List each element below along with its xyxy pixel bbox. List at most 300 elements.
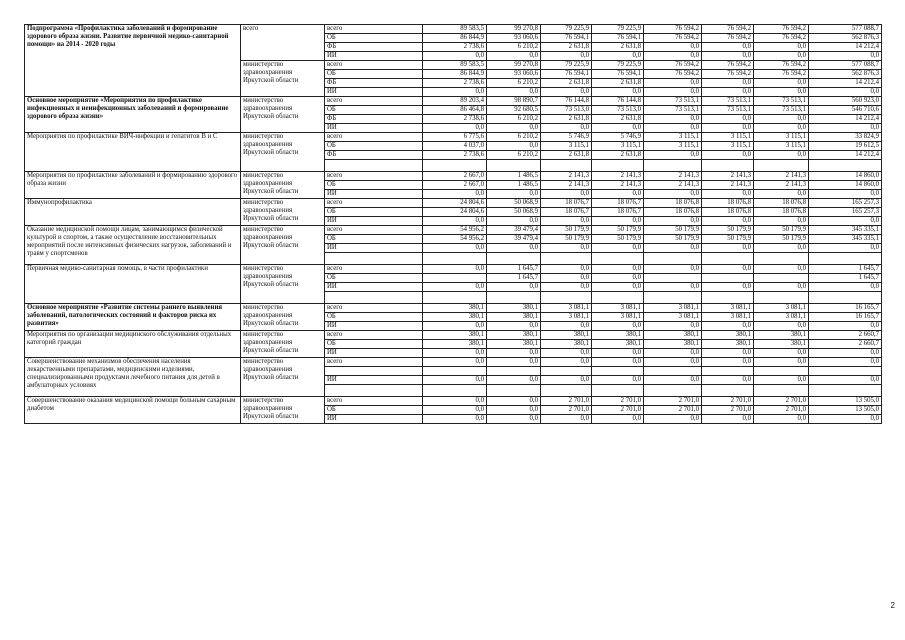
- year-value-cell: [592, 367, 644, 376]
- budget-table: [24, 24, 882, 424]
- total-value-cell: [809, 253, 882, 265]
- funding-source: всего: [325, 226, 423, 235]
- year-value-cell: 0,0: [644, 358, 702, 367]
- year-value-cell: 18 076,8: [754, 208, 809, 217]
- year-value-cell: 2 141,3: [754, 181, 809, 190]
- year-value-cell: 0,0: [541, 244, 592, 253]
- year-value-cell: 50 179,9: [754, 235, 809, 244]
- year-value-cell: 0,0: [487, 142, 541, 151]
- total-value-cell: 0,0: [809, 52, 882, 61]
- year-value-cell: 0,0: [487, 244, 541, 253]
- responsible-executor: министерство здравоохранения Иркутской области: [241, 331, 325, 358]
- funding-source: всего: [325, 265, 423, 274]
- total-value-cell: [809, 367, 882, 376]
- year-value-cell: [702, 274, 754, 283]
- year-value-cell: 0,0: [487, 283, 541, 292]
- year-value-cell: 2 141,3: [754, 172, 809, 181]
- funding-source: ФБ: [325, 115, 423, 124]
- total-value-cell: 0,0: [809, 358, 882, 367]
- year-value-cell: 2 701,0: [592, 406, 644, 415]
- year-value-cell: 2 701,0: [541, 406, 592, 415]
- measure-name: Мероприятия по организации медицинского обслуживания отдельных категорий граждан: [25, 331, 241, 358]
- year-value-cell: 18 076,7: [541, 208, 592, 217]
- year-value-cell: 0,0: [423, 349, 487, 358]
- year-value-cell: 0,0: [541, 274, 592, 283]
- year-value-cell: 76 144,8: [592, 97, 644, 106]
- year-value-cell: 0,0: [423, 244, 487, 253]
- funding-source: ОБ: [325, 181, 423, 190]
- year-value-cell: 0,0: [423, 283, 487, 292]
- year-value-cell: [487, 160, 541, 172]
- year-value-cell: 380,1: [541, 331, 592, 340]
- year-value-cell: 0,0: [644, 79, 702, 88]
- year-value-cell: 76 594,2: [702, 61, 754, 70]
- total-value-cell: 0,0: [809, 415, 882, 424]
- year-value-cell: 3 115,1: [644, 133, 702, 142]
- year-value-cell: 76 594,2: [644, 25, 702, 34]
- year-value-cell: 380,1: [592, 331, 644, 340]
- funding-source: [325, 253, 423, 265]
- year-value-cell: 0,0: [644, 124, 702, 133]
- year-value-cell: 76 594,2: [702, 25, 754, 34]
- year-value-cell: 18 076,8: [702, 208, 754, 217]
- funding-source: ИИ: [325, 52, 423, 61]
- year-value-cell: [644, 253, 702, 265]
- year-value-cell: [644, 160, 702, 172]
- year-value-cell: 92 680,5: [487, 106, 541, 115]
- year-value-cell: 380,1: [644, 331, 702, 340]
- year-value-cell: 0,0: [487, 217, 541, 226]
- year-value-cell: 3 081,1: [754, 304, 809, 313]
- year-value-cell: 0,0: [487, 415, 541, 424]
- year-value-cell: 3 115,1: [592, 142, 644, 151]
- funding-source: ФБ: [325, 79, 423, 88]
- year-value-cell: [487, 367, 541, 376]
- year-value-cell: 2 141,3: [644, 172, 702, 181]
- year-value-cell: 0,0: [644, 190, 702, 199]
- year-value-cell: 50 179,9: [541, 226, 592, 235]
- total-value-cell: 345 335,1: [809, 226, 882, 235]
- year-value-cell: 0,0: [754, 349, 809, 358]
- funding-source: ФБ: [325, 151, 423, 160]
- measure-name: Первичная медико-санитарная помощь, в части профилактики: [25, 265, 241, 304]
- total-value-cell: 33 824,9: [809, 133, 882, 142]
- year-value-cell: 73 513,1: [702, 106, 754, 115]
- year-value-cell: 380,1: [423, 304, 487, 313]
- total-value-cell: 0,0: [809, 190, 882, 199]
- year-value-cell: 380,1: [541, 340, 592, 349]
- year-value-cell: 0,0: [702, 43, 754, 52]
- year-value-cell: [487, 253, 541, 265]
- year-value-cell: 73 513,0: [592, 106, 644, 115]
- year-value-cell: 18 076,8: [644, 199, 702, 208]
- funding-source: ОБ: [325, 142, 423, 151]
- year-value-cell: 0,0: [644, 265, 702, 274]
- funding-source: [325, 385, 423, 397]
- year-value-cell: [541, 385, 592, 397]
- funding-source: ИИ: [325, 349, 423, 358]
- year-value-cell: 2 631,8: [592, 151, 644, 160]
- year-value-cell: 380,1: [754, 340, 809, 349]
- year-value-cell: 0,0: [423, 415, 487, 424]
- total-value-cell: 0,0: [809, 283, 882, 292]
- year-value-cell: 89 583,5: [423, 25, 487, 34]
- year-value-cell: 2 631,8: [592, 115, 644, 124]
- measure-name: Иммунопрофилактика: [25, 199, 241, 226]
- total-value-cell: [809, 292, 882, 304]
- funding-source: всего: [325, 397, 423, 406]
- year-value-cell: 3 081,1: [592, 313, 644, 322]
- year-value-cell: 3 115,1: [644, 142, 702, 151]
- year-value-cell: 0,0: [541, 52, 592, 61]
- year-value-cell: 3 115,1: [754, 133, 809, 142]
- year-value-cell: 3 081,1: [644, 304, 702, 313]
- year-value-cell: 0,0: [592, 358, 644, 367]
- year-value-cell: 0,0: [541, 322, 592, 331]
- year-value-cell: 5 746,9: [592, 133, 644, 142]
- year-value-cell: 0,0: [754, 88, 809, 97]
- year-value-cell: 2 738,6: [423, 79, 487, 88]
- total-value-cell: 14 860,0: [809, 172, 882, 181]
- year-value-cell: 2 701,0: [702, 406, 754, 415]
- year-value-cell: 0,0: [644, 217, 702, 226]
- year-value-cell: 5 746,9: [541, 133, 592, 142]
- year-value-cell: 2 141,3: [702, 172, 754, 181]
- year-value-cell: 54 956,2: [423, 226, 487, 235]
- total-value-cell: 16 165,7: [809, 313, 882, 322]
- table-row: [25, 172, 882, 181]
- year-value-cell: 0,0: [754, 415, 809, 424]
- funding-source: ФБ: [325, 43, 423, 52]
- measure-name: Совершенствование оказания медицинской помощи больным сахарным диабетом: [25, 397, 241, 424]
- year-value-cell: 0,0: [541, 124, 592, 133]
- year-value-cell: 18 076,8: [754, 199, 809, 208]
- year-value-cell: 2 738,6: [423, 43, 487, 52]
- year-value-cell: 0,0: [423, 265, 487, 274]
- year-value-cell: 93 060,6: [487, 70, 541, 79]
- year-value-cell: 2 631,8: [541, 79, 592, 88]
- year-value-cell: 2 631,8: [592, 79, 644, 88]
- year-value-cell: 0,0: [487, 88, 541, 97]
- budget-table-body: [25, 25, 882, 424]
- year-value-cell: 2 141,3: [541, 172, 592, 181]
- year-value-cell: 24 804,6: [423, 199, 487, 208]
- measure-name: Мероприятия по профилактике ВИЧ-инфекции и гепатитов В и С: [25, 133, 241, 172]
- year-value-cell: [592, 253, 644, 265]
- year-value-cell: 18 076,8: [644, 208, 702, 217]
- year-value-cell: 2 701,0: [702, 397, 754, 406]
- year-value-cell: [541, 367, 592, 376]
- year-value-cell: 1 486,5: [487, 181, 541, 190]
- year-value-cell: 76 594,2: [644, 34, 702, 43]
- funding-source: всего: [325, 358, 423, 367]
- year-value-cell: 0,0: [754, 376, 809, 385]
- responsible-executor: министерство здравоохранения Иркутской области: [241, 358, 325, 397]
- year-value-cell: [487, 385, 541, 397]
- year-value-cell: 0,0: [423, 88, 487, 97]
- year-value-cell: 2 701,0: [592, 397, 644, 406]
- year-value-cell: 2 141,3: [702, 181, 754, 190]
- total-value-cell: 16 165,7: [809, 304, 882, 313]
- table-row: [25, 133, 882, 142]
- table-row: [25, 358, 882, 367]
- year-value-cell: 0,0: [541, 358, 592, 367]
- total-value-cell: 14 860,0: [809, 181, 882, 190]
- table-row: [25, 397, 882, 406]
- year-value-cell: 0,0: [592, 349, 644, 358]
- year-value-cell: [423, 253, 487, 265]
- funding-source: ИИ: [325, 415, 423, 424]
- year-value-cell: 86 844,9: [423, 70, 487, 79]
- year-value-cell: 0,0: [644, 151, 702, 160]
- year-value-cell: 39 479,4: [487, 235, 541, 244]
- year-value-cell: 380,1: [702, 340, 754, 349]
- year-value-cell: 3 115,1: [702, 133, 754, 142]
- year-value-cell: 0,0: [541, 283, 592, 292]
- total-value-cell: 13 505,0: [809, 406, 882, 415]
- year-value-cell: 50 179,9: [754, 226, 809, 235]
- year-value-cell: 0,0: [592, 88, 644, 97]
- year-value-cell: 50 068,9: [487, 199, 541, 208]
- year-value-cell: 0,0: [702, 415, 754, 424]
- year-value-cell: 73 513,0: [541, 106, 592, 115]
- funding-source: всего: [325, 97, 423, 106]
- year-value-cell: 0,0: [592, 274, 644, 283]
- year-value-cell: 2 701,0: [541, 397, 592, 406]
- year-value-cell: 0,0: [644, 415, 702, 424]
- year-value-cell: 380,1: [487, 340, 541, 349]
- funding-source: ИИ: [325, 322, 423, 331]
- year-value-cell: 380,1: [423, 313, 487, 322]
- year-value-cell: 3 081,1: [592, 304, 644, 313]
- year-value-cell: 76 144,8: [541, 97, 592, 106]
- total-value-cell: 14 212,4: [809, 79, 882, 88]
- year-value-cell: 0,0: [423, 406, 487, 415]
- year-value-cell: 0,0: [592, 376, 644, 385]
- year-value-cell: 380,1: [754, 331, 809, 340]
- year-value-cell: 89 583,5: [423, 61, 487, 70]
- year-value-cell: 0,0: [702, 358, 754, 367]
- year-value-cell: 0,0: [487, 349, 541, 358]
- year-value-cell: 0,0: [487, 124, 541, 133]
- year-value-cell: 2 141,3: [592, 181, 644, 190]
- year-value-cell: 98 890,7: [487, 97, 541, 106]
- year-value-cell: 0,0: [644, 376, 702, 385]
- year-value-cell: [541, 253, 592, 265]
- funding-source: всего: [325, 304, 423, 313]
- year-value-cell: 18 076,8: [702, 199, 754, 208]
- funding-source: ОБ: [325, 313, 423, 322]
- year-value-cell: 380,1: [592, 340, 644, 349]
- year-value-cell: 0,0: [644, 43, 702, 52]
- year-value-cell: 2 631,8: [541, 115, 592, 124]
- year-value-cell: 50 179,9: [592, 235, 644, 244]
- year-value-cell: 18 076,7: [541, 199, 592, 208]
- total-value-cell: 0,0: [809, 349, 882, 358]
- page-number: 2: [890, 601, 895, 610]
- total-value-cell: [809, 160, 882, 172]
- year-value-cell: 50 179,9: [644, 235, 702, 244]
- year-value-cell: 76 594,1: [592, 34, 644, 43]
- measure-name: Основное мероприятие «Развитие системы раннего выявления заболеваний, патологических состояний и факторов риска их развития»: [25, 304, 241, 331]
- year-value-cell: 93 060,6: [487, 34, 541, 43]
- funding-source: ИИ: [325, 244, 423, 253]
- year-value-cell: 6 210,2: [487, 43, 541, 52]
- funding-source: ОБ: [325, 406, 423, 415]
- year-value-cell: 0,0: [487, 52, 541, 61]
- funding-source: всего: [325, 199, 423, 208]
- total-value-cell: 14 212,4: [809, 43, 882, 52]
- total-value-cell: 2 660,7: [809, 331, 882, 340]
- year-value-cell: 39 479,4: [487, 226, 541, 235]
- year-value-cell: 0,0: [702, 217, 754, 226]
- year-value-cell: 0,0: [702, 349, 754, 358]
- funding-source: [325, 367, 423, 376]
- year-value-cell: 2 141,3: [592, 172, 644, 181]
- year-value-cell: [423, 292, 487, 304]
- funding-source: ОБ: [325, 274, 423, 283]
- year-value-cell: 0,0: [423, 376, 487, 385]
- year-value-cell: 0,0: [487, 322, 541, 331]
- year-value-cell: 0,0: [592, 190, 644, 199]
- table-row: [25, 331, 882, 340]
- year-value-cell: 0,0: [702, 115, 754, 124]
- year-value-cell: 0,0: [423, 397, 487, 406]
- year-value-cell: 2 631,8: [592, 43, 644, 52]
- measure-name: Подпрограмма «Профилактика заболеваний и формирование здорового образа жизни. Развитие первичной медико-санитарной помощи» на 2014 - 2020 годы: [25, 25, 241, 97]
- total-value-cell: 560 923,0: [809, 97, 882, 106]
- year-value-cell: [423, 274, 487, 283]
- year-value-cell: 6 775,6: [423, 133, 487, 142]
- funding-source: ИИ: [325, 124, 423, 133]
- year-value-cell: 76 594,2: [754, 34, 809, 43]
- total-value-cell: 19 612,5: [809, 142, 882, 151]
- year-value-cell: 3 081,1: [541, 304, 592, 313]
- year-value-cell: [754, 274, 809, 283]
- year-value-cell: 0,0: [754, 190, 809, 199]
- year-value-cell: 0,0: [644, 349, 702, 358]
- year-value-cell: 2 631,8: [541, 151, 592, 160]
- year-value-cell: 50 179,9: [644, 226, 702, 235]
- funding-source: ИИ: [325, 190, 423, 199]
- total-value-cell: 165 257,3: [809, 208, 882, 217]
- year-value-cell: 3 081,1: [541, 313, 592, 322]
- year-value-cell: [423, 367, 487, 376]
- funding-source: [325, 292, 423, 304]
- year-value-cell: 3 081,1: [644, 313, 702, 322]
- total-value-cell: 546 710,6: [809, 106, 882, 115]
- year-value-cell: 0,0: [541, 415, 592, 424]
- year-value-cell: 79 225,9: [592, 25, 644, 34]
- year-value-cell: 0,0: [592, 217, 644, 226]
- year-value-cell: 380,1: [702, 331, 754, 340]
- year-value-cell: 0,0: [702, 52, 754, 61]
- total-value-cell: 577 088,7: [809, 25, 882, 34]
- total-value-cell: 13 505,0: [809, 397, 882, 406]
- year-value-cell: 0,0: [487, 406, 541, 415]
- responsible-executor: министерство здравоохранения Иркутской области: [241, 199, 325, 226]
- year-value-cell: 18 076,7: [592, 208, 644, 217]
- year-value-cell: 0,0: [754, 283, 809, 292]
- total-value-cell: 14 212,4: [809, 115, 882, 124]
- total-value-cell: 2 660,7: [809, 340, 882, 349]
- year-value-cell: 6 210,2: [487, 79, 541, 88]
- year-value-cell: 0,0: [541, 190, 592, 199]
- year-value-cell: 3 081,1: [702, 304, 754, 313]
- year-value-cell: 0,0: [423, 358, 487, 367]
- year-value-cell: 24 804,6: [423, 208, 487, 217]
- year-value-cell: 0,0: [487, 397, 541, 406]
- year-value-cell: [644, 385, 702, 397]
- year-value-cell: 76 594,1: [541, 70, 592, 79]
- funding-source: ОБ: [325, 34, 423, 43]
- year-value-cell: 76 594,2: [644, 70, 702, 79]
- year-value-cell: 6 210,2: [487, 115, 541, 124]
- year-value-cell: [644, 367, 702, 376]
- responsible-executor: министерство здравоохранения Иркутской области: [241, 97, 325, 133]
- funding-source: ИИ: [325, 376, 423, 385]
- year-value-cell: 50 068,9: [487, 208, 541, 217]
- year-value-cell: [541, 292, 592, 304]
- year-value-cell: 0,0: [541, 217, 592, 226]
- year-value-cell: 73 513,1: [644, 106, 702, 115]
- year-value-cell: 73 513,1: [644, 97, 702, 106]
- total-value-cell: 0,0: [809, 124, 882, 133]
- year-value-cell: [754, 367, 809, 376]
- year-value-cell: [754, 253, 809, 265]
- year-value-cell: 2 701,0: [644, 406, 702, 415]
- year-value-cell: 0,0: [541, 88, 592, 97]
- year-value-cell: 18 076,7: [592, 199, 644, 208]
- year-value-cell: 3 081,1: [754, 313, 809, 322]
- year-value-cell: 0,0: [754, 43, 809, 52]
- year-value-cell: 0,0: [644, 283, 702, 292]
- total-value-cell: 1 645,7: [809, 274, 882, 283]
- table-row: [25, 25, 882, 34]
- funding-source: ОБ: [325, 208, 423, 217]
- year-value-cell: 0,0: [644, 52, 702, 61]
- year-value-cell: 2 738,6: [423, 151, 487, 160]
- year-value-cell: 73 513,1: [702, 97, 754, 106]
- year-value-cell: 0,0: [644, 322, 702, 331]
- year-value-cell: 0,0: [754, 358, 809, 367]
- year-value-cell: 380,1: [423, 340, 487, 349]
- year-value-cell: 0,0: [423, 217, 487, 226]
- total-value-cell: [809, 385, 882, 397]
- year-value-cell: 2 667,0: [423, 172, 487, 181]
- year-value-cell: 2 141,3: [644, 181, 702, 190]
- year-value-cell: 0,0: [487, 190, 541, 199]
- year-value-cell: 0,0: [592, 52, 644, 61]
- funding-source: всего: [325, 25, 423, 34]
- total-value-cell: 0,0: [809, 244, 882, 253]
- year-value-cell: 0,0: [754, 322, 809, 331]
- year-value-cell: 0,0: [487, 376, 541, 385]
- year-value-cell: [592, 385, 644, 397]
- year-value-cell: 0,0: [487, 358, 541, 367]
- year-value-cell: 50 179,9: [541, 235, 592, 244]
- year-value-cell: 380,1: [644, 340, 702, 349]
- year-value-cell: 0,0: [541, 349, 592, 358]
- year-value-cell: 0,0: [702, 376, 754, 385]
- year-value-cell: [423, 385, 487, 397]
- year-value-cell: 76 594,1: [541, 34, 592, 43]
- year-value-cell: 86 464,8: [423, 106, 487, 115]
- year-value-cell: 380,1: [487, 313, 541, 322]
- year-value-cell: [754, 160, 809, 172]
- year-value-cell: 3 081,1: [702, 313, 754, 322]
- year-value-cell: 79 225,9: [592, 61, 644, 70]
